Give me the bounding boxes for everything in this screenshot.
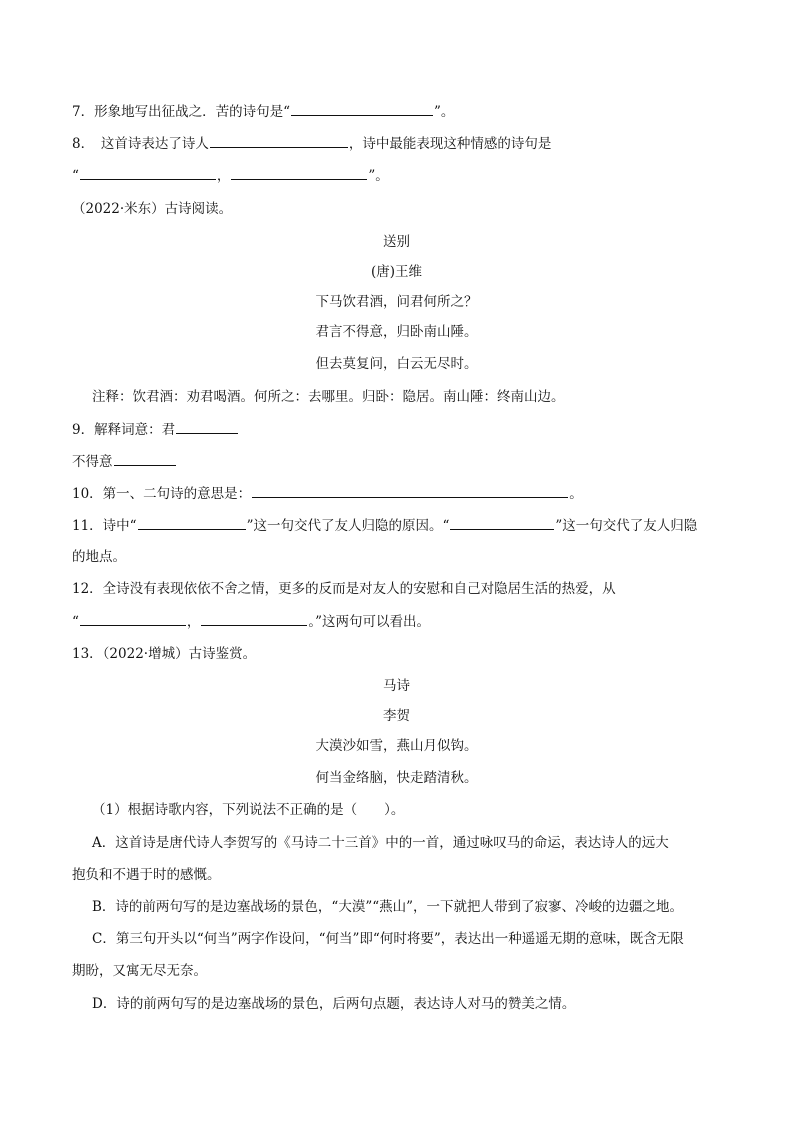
question-8-line-2 bbox=[72, 166, 389, 185]
poem-2-title: 马诗 bbox=[383, 678, 410, 694]
question-9 bbox=[72, 420, 239, 439]
question-12-line-2 bbox=[72, 612, 430, 631]
q8-text: 8． 这首诗表达了诗人 bbox=[72, 136, 209, 152]
poem-1-note: 注释：饮君酒：劝君喝酒。何所之：去哪里。归卧：隐居。南山陲：终南山边。 bbox=[92, 389, 565, 405]
question-11-line-2: 的地点。 bbox=[72, 549, 126, 565]
quote-close: ”。 bbox=[368, 168, 389, 184]
question-10 bbox=[72, 484, 583, 503]
question-13: 13．（2022·增城）古诗鉴赏。 bbox=[72, 646, 257, 662]
q11-text: 11．诗中“ bbox=[72, 518, 137, 534]
poem-1-author: (唐)王维 bbox=[370, 264, 423, 280]
q11-blank-1[interactable] bbox=[138, 516, 246, 530]
option-a-line-2: 抱负和不遇于时的感慨。 bbox=[72, 867, 221, 883]
comma: ， bbox=[216, 168, 231, 184]
q9-blank-budeyi[interactable] bbox=[114, 452, 176, 466]
option-d[interactable]: D．诗的前两句写的是边塞战场的景色，后两句点题，表达诗人对马的赞美之情。 bbox=[92, 996, 576, 1012]
q12-blank-1[interactable] bbox=[80, 612, 186, 626]
section-source-1: （2022·米东）古诗阅读。 bbox=[72, 201, 233, 217]
q10-blank[interactable] bbox=[252, 484, 568, 498]
question-7 bbox=[72, 102, 454, 121]
q8-blank-1[interactable] bbox=[80, 166, 216, 180]
poem-1-line-1: 下马饮君酒，问君何所之？ bbox=[315, 294, 478, 310]
q9-text: 9．解释词意：君 bbox=[72, 422, 176, 438]
question-9-line-2 bbox=[72, 452, 177, 471]
poem-2-line-1: 大漠沙如雪，燕山月似钩。 bbox=[315, 738, 478, 754]
q8-blank-emotion[interactable] bbox=[210, 134, 348, 148]
poem-1-line-3: 但去莫复问，白云无尽时。 bbox=[315, 356, 478, 372]
q7-blank[interactable] bbox=[291, 102, 433, 116]
option-b[interactable]: B．诗的前两句写的是边塞战场的景色，“大漠”“燕山”，一下就把人带到了寂寥、冷峻的边疆之地。 bbox=[92, 899, 684, 915]
option-a[interactable]: A．这首诗是唐代诗人李贺写的《马诗二十三首》中的一首，通过咏叹马的命运，表达诗人的远大 bbox=[92, 835, 669, 851]
option-c-line-2: 期盼，又寓无尽无奈。 bbox=[72, 963, 207, 979]
question-13-sub-1: （1）根据诗歌内容，下列说法不正确的是（ ）。 bbox=[92, 802, 405, 818]
q11-blank-2[interactable] bbox=[450, 516, 554, 530]
q8-text-2: ，诗中最能表现这种情感的诗句是 bbox=[348, 136, 552, 152]
quote-open: “ bbox=[72, 168, 79, 184]
quote-open: “ bbox=[72, 614, 79, 630]
q12-end: 。”这两句可以看出。 bbox=[308, 614, 431, 630]
poem-1-title: 送别 bbox=[383, 234, 410, 250]
question-11 bbox=[72, 516, 697, 535]
q11-text-2: ”这一句交代了友人归隐的原因。“ bbox=[246, 518, 450, 534]
option-c[interactable]: C．第三句开头以“何当”两字作设问，“何当”即“何时将要”，表达出一种遥遥无期的意味，既含无限 bbox=[92, 931, 684, 947]
poem-2-author: 李贺 bbox=[383, 708, 410, 724]
q11-text-3: ”这一句交代了友人归隐 bbox=[555, 518, 698, 534]
poem-1-line-2: 君言不得意，归卧南山陲。 bbox=[315, 324, 478, 340]
q10-end: 。 bbox=[569, 486, 583, 502]
comma: ， bbox=[186, 614, 201, 630]
q7-text: 7．形象地写出征战之．苦的诗句是“ bbox=[72, 104, 290, 120]
q10-text: 10．第一、二句诗的意思是： bbox=[72, 486, 252, 502]
q9-text-2: 不得意 bbox=[72, 454, 113, 470]
q8-blank-2[interactable] bbox=[231, 166, 367, 180]
q9-blank-jun[interactable] bbox=[176, 420, 238, 434]
question-12: 12．全诗没有表现依依不舍之情，更多的反而是对友人的安慰和自己对隐居生活的热爱，从 bbox=[72, 581, 616, 597]
q7-end: ”。 bbox=[434, 104, 455, 120]
question-8 bbox=[72, 134, 551, 153]
q12-blank-2[interactable] bbox=[201, 612, 307, 626]
poem-2-line-2: 何当金络脑，快走踏清秋。 bbox=[315, 770, 478, 786]
